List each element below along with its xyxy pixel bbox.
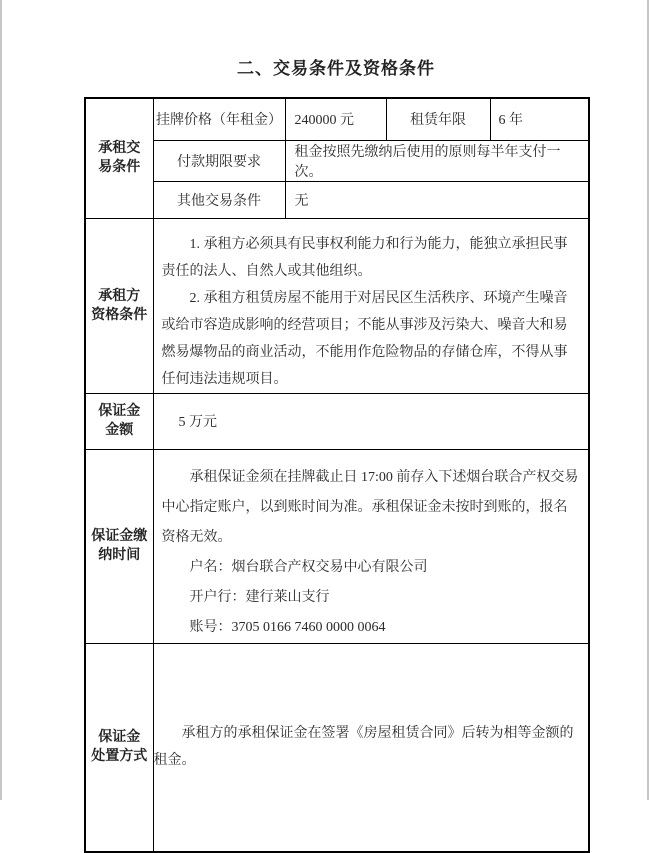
page-left-edge: [0, 0, 2, 800]
section-label-line: 承租交: [98, 141, 141, 157]
other-terms-value: 无: [285, 181, 589, 218]
payment-terms-value: 租金按照先缴纳后使用的原则每半年支付一次。: [285, 140, 589, 181]
section-label-line: 保证金缴: [91, 529, 148, 544]
table-row: [85, 449, 589, 643]
section-label-line: 承租方: [98, 288, 141, 304]
section-label-deposit-payment: [85, 449, 153, 643]
payment-terms-label: 付款期限要求: [153, 140, 285, 181]
deposit-payment-content: [153, 449, 589, 643]
bank-line: 开户行：建行莱山支行: [189, 589, 330, 605]
section-label-line: 处置方式: [91, 749, 148, 765]
doc-title: 二、交易条件及资格条件: [237, 59, 435, 78]
terms-table: [84, 97, 590, 853]
table-row: [85, 643, 589, 852]
deposit-payment-para: 承租保证金须在挂牌截止日 17:00 前存入下述烟台联合产权交易中心指定账户，以到账时间为准。承租保证金未按时到账的，报名资格无效。: [161, 469, 579, 545]
table-row: [85, 181, 589, 218]
section-label-line: 保证金: [98, 730, 141, 746]
other-terms-label: 其他交易条件: [153, 181, 285, 218]
section-label-line: 资格条件: [91, 307, 148, 323]
listing-price-label: 挂牌价格（年租金）: [153, 98, 285, 140]
qualification-content: [153, 218, 589, 393]
deposit-amount-value: 5 万元: [153, 393, 589, 449]
section-label-deposit-amount: [85, 393, 153, 449]
lease-term-label: 租赁年限: [386, 98, 490, 140]
table-row: [85, 140, 589, 181]
deposit-disposal-value: 承租方的承租保证金在签署《房屋租赁合同》后转为相等金额的租金。: [153, 726, 574, 769]
lease-term-value: 6 年: [490, 98, 589, 140]
qualification-para-1: 1. 承租方必须具有民事权利能力和行为能力，能独立承担民事责任的法人、自然人或其他组织。: [161, 236, 568, 279]
deposit-disposal-content: [153, 643, 589, 852]
account-name-line: 户名：烟台联合产权交易中心有限公司: [189, 559, 428, 575]
section-label-rental-terms: [85, 98, 153, 218]
account-number-line: 账号：3705 0166 7460 0000 0064: [189, 619, 386, 635]
table-row: [85, 393, 589, 449]
section-label-qualification: [85, 218, 153, 393]
section-label-line: 易条件: [98, 160, 141, 176]
listing-price-value: 240000 元: [285, 98, 386, 140]
qualification-para-2: 2. 承租方租赁房屋不能用于对居民区生活秩序、环境产生噪音或给市容造成影响的经营项目；不能从事涉及污染大、噪音大和易燃易爆物品的商业活动，不能用作危险物品的存储仓库，不得从事任何违法违规项目。: [161, 290, 568, 387]
section-label-line: 金额: [105, 423, 134, 438]
table-row: [85, 98, 589, 140]
section-label-deposit-disposal: [85, 643, 153, 852]
section-label-line: 纳时间: [98, 548, 141, 563]
table-row: [85, 218, 589, 393]
section-label-line: 保证金: [98, 404, 141, 419]
